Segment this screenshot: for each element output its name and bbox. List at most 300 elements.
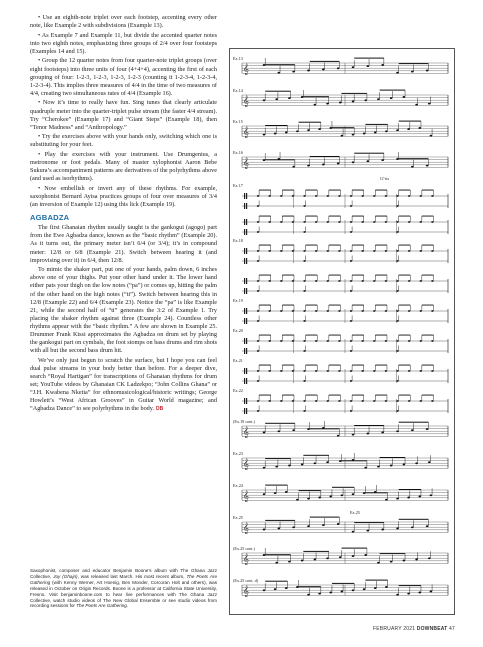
note-head (377, 466, 380, 468)
note-head (303, 231, 305, 233)
note-head (390, 561, 393, 563)
perc-clef-icon (246, 398, 247, 404)
note-head (374, 131, 377, 133)
note-head (292, 221, 294, 223)
perc-clef-icon (246, 193, 247, 199)
note-head (350, 250, 352, 252)
note-head (350, 350, 352, 352)
beam (352, 245, 364, 246)
note-head (275, 562, 278, 564)
note-head (257, 205, 259, 207)
beam (329, 305, 341, 306)
beam (259, 305, 271, 306)
note-head (263, 64, 266, 66)
note-head (315, 221, 317, 223)
beam (310, 156, 340, 157)
note-head (385, 586, 388, 588)
bio-text: . (126, 603, 129, 609)
note-head (431, 340, 433, 342)
perc-clef-icon (246, 378, 247, 384)
note-head (361, 310, 363, 312)
beam (399, 519, 429, 520)
example-label: Ex.13 (233, 56, 243, 61)
note-head (364, 467, 367, 469)
album-title: The Poets Are Gathering (76, 603, 127, 609)
note-head (361, 195, 363, 197)
perc-clef-icon (244, 193, 245, 199)
perc-clef-icon (246, 318, 247, 324)
note-head (373, 195, 375, 197)
note-head (418, 127, 421, 129)
perc-clef-icon (244, 348, 245, 354)
example-label: (Ex.25 cont.) (233, 546, 255, 551)
note-head (420, 340, 422, 342)
note-head (350, 231, 352, 233)
note-head (411, 526, 414, 528)
note-head (303, 320, 305, 322)
note-head (420, 195, 422, 197)
paragraph: The first Ghanaian rhythm usually taught is the gankogui (agogo) part from the Ewe Agbadza dance, known as the “basic rhythm” (Example 20). As it turns out, the primary meter isn’t 6/4 (or 3/4); it’s in compound meter: 12/8 or 6/8 (Example 21). Switch between hearing it (and improvising over it) in 6/4, then 12/8. (30, 224, 217, 264)
note-head (280, 310, 282, 312)
paragraph (30, 357, 217, 414)
beam (365, 580, 387, 581)
note-head (408, 250, 410, 252)
article-column (30, 14, 217, 415)
note-head (430, 135, 433, 137)
note-head (361, 400, 363, 402)
note-head (341, 135, 344, 137)
beam (422, 335, 434, 336)
perc-clef-icon (244, 229, 245, 235)
note-head (374, 587, 377, 589)
beam (399, 275, 411, 276)
beam (329, 216, 341, 217)
note-head (363, 588, 366, 590)
beam (259, 335, 271, 336)
note-head (428, 557, 431, 559)
note-head (315, 400, 317, 402)
beam (352, 365, 364, 366)
note-head (303, 370, 305, 372)
beam (310, 61, 340, 62)
note-head (390, 97, 393, 99)
example-label: Ex.21 (233, 358, 243, 363)
beam (375, 335, 387, 336)
note-head (352, 134, 355, 136)
note-head (263, 554, 266, 556)
note-head (408, 310, 410, 312)
note-head (385, 310, 387, 312)
note-head (373, 370, 375, 372)
beam (422, 216, 434, 217)
note-head (352, 493, 355, 495)
paragraph: • Play the exercises with your instrument. Use Drumgenius, a metronome or foot pedals. Many of master xylophonist Aaron Bebe Sukura’s accompaniment patterns are derivatives of the polyrhythms above (and used as isorhythms). (30, 151, 217, 183)
note-head (268, 195, 270, 197)
note-head (275, 98, 278, 100)
note-head (407, 497, 410, 499)
beam (422, 365, 434, 366)
note-head (415, 462, 418, 464)
note-head (257, 260, 259, 262)
note-head (431, 250, 433, 252)
note-head (285, 131, 288, 133)
note-head (385, 499, 388, 501)
note-head (288, 465, 291, 467)
beam (354, 522, 384, 523)
paragraph: • Now it’s time to really have fun. Sing tunes that clearly articulate quadruple meter into the quarter-triplet pulse stream (the faster 4/4 stream). Try “Cherokee” (Example 17) and “Giant Steps” (Example 18), then “Tenor Madness” and “Anthropology.” (30, 99, 217, 131)
note-head (341, 494, 344, 496)
perc-clef-icon (244, 248, 245, 254)
beam (310, 428, 340, 429)
clef-icon: 𝄞 (243, 127, 249, 138)
beam (265, 485, 287, 486)
note-head (263, 134, 266, 136)
note-head (288, 561, 291, 563)
example-label: Ex.15 (233, 119, 243, 124)
note-head (292, 400, 294, 402)
note-head (373, 280, 375, 282)
note-head (352, 531, 355, 533)
note-head (373, 400, 375, 402)
note-head (315, 340, 317, 342)
note-head (315, 195, 317, 197)
note-head (352, 434, 355, 436)
note-head (338, 400, 340, 402)
note-head (339, 102, 342, 104)
example-label: (Ex.25 cont. d) (233, 578, 259, 583)
note-head (367, 160, 370, 162)
note-head (367, 530, 370, 532)
note-head (303, 380, 305, 382)
example-label: Ex.18 (233, 238, 243, 243)
note-head (338, 221, 340, 223)
note-head (408, 195, 410, 197)
beam (282, 216, 294, 217)
beam (422, 305, 434, 306)
note-head (296, 586, 299, 588)
beam (329, 395, 341, 396)
beam (380, 457, 405, 458)
note-head (415, 104, 418, 106)
note-head (296, 130, 299, 132)
note-head (263, 99, 266, 101)
note-head (307, 525, 310, 527)
example-label: Ex.14 (233, 88, 243, 93)
note-head (352, 589, 355, 591)
beam (375, 216, 387, 217)
note-head (257, 195, 259, 197)
note-head (361, 221, 363, 223)
beam (375, 190, 387, 191)
note-head (280, 250, 282, 252)
perc-clef-icon (246, 338, 247, 344)
note-head (350, 205, 352, 207)
note-head (420, 400, 422, 402)
clef-icon: 𝄞 (243, 158, 249, 169)
beam (375, 365, 387, 366)
perc-clef-icon (246, 278, 247, 284)
note-head (268, 280, 270, 282)
album-title: The Poets Are Gathering (30, 573, 217, 585)
note-head (327, 195, 329, 197)
note-head (431, 221, 433, 223)
note-head (280, 370, 282, 372)
beam (332, 487, 354, 488)
beam (306, 216, 318, 217)
note-head (337, 435, 340, 437)
note-head (420, 221, 422, 223)
note-head (350, 290, 352, 292)
beam (306, 395, 318, 396)
note-head (327, 310, 329, 312)
note-head (314, 558, 317, 560)
clef-icon: 𝄞 (243, 459, 249, 470)
clef-icon: 𝄞 (243, 523, 249, 534)
beam (299, 122, 321, 123)
perc-clef-icon (244, 338, 245, 344)
note-head (352, 66, 355, 68)
note-head (363, 133, 366, 135)
note-head (373, 250, 375, 252)
note-head (363, 492, 366, 494)
note-head (327, 370, 329, 372)
note-head (352, 100, 355, 102)
perc-clef-icon (244, 378, 245, 384)
perc-clef-icon (244, 408, 245, 414)
beam (341, 460, 366, 461)
note-head (322, 164, 325, 166)
note-head (396, 158, 399, 160)
note-head (341, 590, 344, 592)
paragraph: • Try the exercises above with your hands only, switching which one is substituting for your feet. (30, 133, 217, 149)
note-head (292, 370, 294, 372)
note-head (303, 350, 305, 352)
note-head (411, 429, 414, 431)
perc-clef-icon (244, 288, 245, 294)
beam (422, 275, 434, 276)
note-head (350, 340, 352, 342)
note-head (426, 428, 429, 430)
magazine-name: DOWNBEAT (416, 626, 448, 632)
note-head (396, 594, 399, 596)
note-head (338, 310, 340, 312)
note-head (257, 320, 259, 322)
note-head (315, 370, 317, 372)
note-head (381, 431, 384, 433)
note-head (411, 166, 414, 168)
note-head (263, 467, 266, 469)
clef-icon: 𝄞 (243, 491, 249, 502)
beam (265, 159, 295, 160)
beam (352, 305, 364, 306)
perc-clef-icon (244, 278, 245, 284)
note-head (418, 495, 421, 497)
note-head (350, 320, 352, 322)
note-head (303, 410, 305, 412)
beam (329, 365, 341, 366)
note-head (257, 310, 259, 312)
beam (265, 64, 295, 65)
beam (310, 517, 340, 518)
note-head (426, 525, 429, 527)
note-head (367, 65, 370, 67)
note-head (408, 280, 410, 282)
note-head (292, 280, 294, 282)
note-head (396, 498, 399, 500)
note-head (263, 589, 266, 591)
beam (399, 216, 411, 217)
note-head (303, 400, 305, 402)
note-head (326, 557, 329, 559)
perc-clef-icon (244, 219, 245, 225)
bio-text: (with Kenny Werner, Art Hoenig, Ben Monder, Corcoran Holt and others), was released in October on Origin Records. Boone is a professor at California State University, Fresno. Visit benjaminboone.com to hear live performances with The Ghana Jazz Collective, watch studio videos of The New Global Ensemble or see studio videos from recording sessions for (30, 579, 217, 609)
note-head (361, 340, 363, 342)
note-head (303, 260, 305, 262)
note-head (337, 162, 340, 164)
note-head (408, 400, 410, 402)
note-head (430, 494, 433, 496)
perc-clef-icon (246, 308, 247, 314)
perc-clef-icon (246, 288, 247, 294)
perc-clef-icon (246, 258, 247, 264)
note-head (381, 159, 384, 161)
note-head (396, 430, 399, 432)
note-head (275, 466, 278, 468)
note-head (257, 410, 259, 412)
note-head (361, 280, 363, 282)
beam (352, 395, 364, 396)
note-head (257, 250, 259, 252)
note-head (280, 280, 282, 282)
note-head (263, 431, 266, 433)
beam (265, 423, 295, 424)
author-bio (30, 568, 217, 609)
note-head (292, 340, 294, 342)
beam (306, 365, 318, 366)
note-head (326, 103, 329, 105)
note-head (303, 310, 305, 312)
note-head (381, 64, 384, 66)
note-head (408, 340, 410, 342)
note-head (274, 133, 277, 135)
note-head (350, 380, 352, 382)
perc-clef-icon (244, 398, 245, 404)
note-head (263, 529, 266, 531)
note-head (318, 593, 321, 595)
note-head (327, 280, 329, 282)
beam (259, 365, 271, 366)
note-head (338, 280, 340, 282)
beam (332, 583, 354, 584)
note-head (337, 67, 340, 69)
note-head (352, 161, 355, 163)
beam (259, 190, 271, 191)
note-head (350, 280, 352, 282)
note-head (314, 462, 317, 464)
note-head (322, 524, 325, 526)
beam (352, 190, 364, 191)
beam (380, 553, 405, 554)
beam (399, 190, 411, 191)
beam (352, 275, 364, 276)
note-head (352, 555, 355, 557)
beam (354, 58, 384, 59)
example-label: Ex.22 (233, 388, 243, 393)
beam (282, 275, 294, 276)
note-head (367, 433, 370, 435)
beam (265, 458, 290, 459)
note-head (314, 104, 317, 106)
note-head (350, 260, 352, 262)
note-head (257, 370, 259, 372)
example-label: Ex.20 (233, 328, 243, 333)
note-head (373, 340, 375, 342)
beam (282, 190, 294, 191)
end-mark: DB (156, 406, 164, 413)
beam (329, 275, 341, 276)
note-head (327, 400, 329, 402)
note-head (428, 461, 431, 463)
clef-icon: 𝄞 (243, 586, 249, 597)
note-head (257, 290, 259, 292)
example-label: (Ex.19 cont.) (233, 419, 255, 424)
note-head (274, 588, 277, 590)
example-label: Ex.23 (233, 451, 243, 456)
note-head (361, 250, 363, 252)
note-head (257, 380, 259, 382)
beam (259, 275, 271, 276)
score-marking: G°sts (380, 176, 390, 181)
paragraph: • As Example 7 and Example 11, but divide the accented quarter notes into two eighth notes, emphasizing three groups of 2/4 over four footsteps (Examples 14 and 15). (30, 31, 217, 55)
beam (332, 127, 354, 128)
note-head (303, 205, 305, 207)
beam (422, 190, 434, 191)
note-head (431, 370, 433, 372)
beam (306, 335, 318, 336)
note-head (278, 72, 281, 74)
note-head (303, 221, 305, 223)
note-head (431, 400, 433, 402)
beam (399, 365, 411, 366)
beam (365, 492, 387, 493)
beam (306, 305, 318, 306)
note-head (338, 195, 340, 197)
example-label: Ex.16 (233, 150, 243, 155)
note-head (263, 493, 266, 495)
note-head (408, 370, 410, 372)
example-label: Ex.19 (233, 298, 243, 303)
note-head (318, 497, 321, 499)
note-head (307, 428, 310, 430)
note-head (418, 592, 421, 594)
note-head (381, 529, 384, 531)
note-head (280, 221, 282, 223)
clef-icon: 𝄞 (243, 96, 249, 107)
beam (282, 365, 294, 366)
beam (306, 245, 318, 246)
note-head (350, 410, 352, 412)
perc-clef-icon (244, 308, 245, 314)
clef-icon: 𝄞 (243, 554, 249, 565)
note-head (426, 70, 429, 72)
note-head (296, 499, 299, 501)
beam (354, 425, 384, 426)
perc-clef-icon (244, 318, 245, 324)
note-head (327, 340, 329, 342)
beam (265, 581, 287, 582)
note-head (307, 129, 310, 131)
perc-clef-icon (244, 203, 245, 209)
